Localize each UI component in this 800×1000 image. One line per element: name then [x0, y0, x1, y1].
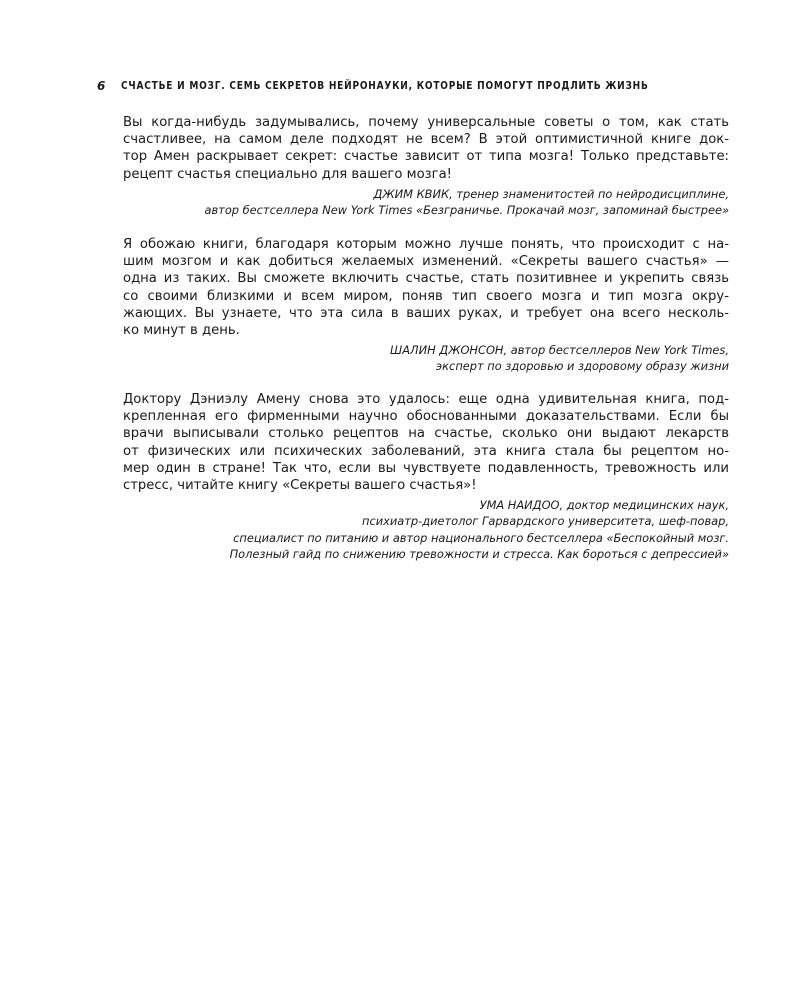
quote-text: [123, 236, 729, 339]
quote-line: врачи выписывали столько рецептов на счастье, сколько они выдают лекарств: [123, 426, 729, 442]
quote-line: шим мозгом и как добиться желаемых изменений. «Секреты вашего счастья» —: [123, 254, 729, 270]
quote-line: стресс, читайте книгу «Секреты вашего счастья»!: [123, 478, 477, 494]
attribution-line: ДЖИМ КВИК, тренер знаменитостей по нейродисциплине,: [373, 186, 729, 201]
blurb-quote-3: [123, 391, 729, 562]
quote-attribution: [123, 186, 729, 218]
quote-line: рецепт счастья специально для вашего мозга!: [123, 166, 452, 182]
quote-line: счастливее, на самом деле подходят не всем? В этой оптимистичной книге док-: [123, 132, 729, 148]
quote-line: мер один в стране! Так что, если вы чувствуете подавленность, тревожность или: [123, 460, 729, 476]
quote-text: [123, 114, 729, 183]
quote-line: со своими близкими и всем миром, поняв тип своего мозга и тип мозга окру-: [123, 288, 729, 304]
quote-line: ко минут в день.: [123, 323, 240, 339]
attribution-line: Полезный гайд по снижению тревожности и стресса. Как бороться с депрессией»: [229, 546, 729, 561]
quote-attribution: [123, 342, 729, 374]
quote-attribution: [123, 497, 729, 562]
quote-line: Вы когда-нибудь задумывались, почему универсальные советы о том, как стать: [123, 115, 729, 130]
attribution-line: ШАЛИН ДЖОНСОН, автор бестселлеров New York Times,: [390, 343, 729, 358]
blurb-quote-2: [123, 236, 729, 375]
attribution-line: психиатр-диетолог Гарвардского университета, шеф-повар,: [362, 514, 729, 529]
running-head-title: СЧАСТЬЕ И МОЗГ. СЕМЬ СЕКРЕТОВ НЕЙРОНАУКИ, КОТОРЫЕ ПОМОГУТ ПРОДЛИТЬ ЖИЗНЬ: [121, 80, 649, 92]
blurb-quote-1: [123, 114, 729, 218]
running-head: [97, 78, 737, 94]
quote-line: от физических или психических заболеваний, эта книга стала бы рецептом но-: [123, 443, 729, 459]
page-number: 6: [97, 79, 106, 93]
attribution-line: специалист по питанию и автор национального бестселлера «Беспокойный мозг.: [233, 530, 729, 545]
attribution-line: УМА НАИДОО, доктор медицинских наук,: [479, 498, 729, 513]
quote-line: одна из таких. Вы сможете включить счастье, стать позитивнее и укрепить связь: [123, 271, 729, 287]
attribution-line: эксперт по здоровью и здоровому образу жизни: [435, 359, 729, 374]
quote-line: тор Амен раскрывает секрет: счастье зависит от типа мозга! Только представьте:: [123, 149, 729, 165]
quote-line: крепленная его фирменными научно обоснованными доказательствами. Если бы: [123, 409, 729, 425]
quote-line: жающих. Вы узнаете, что эта сила в ваших руках, и требует она всего несколь-: [123, 305, 729, 321]
quote-line: Доктору Дэниэлу Амену снова это удалось: еще одна удивительная книга, под-: [123, 392, 729, 407]
attribution-line: автор бестселлера New York Times «Безграничье. Прокачай мозг, запоминай быстрее»: [204, 203, 729, 218]
quote-line: Я обожаю книги, благодаря которым можно лучше понять, что происходит с на-: [123, 237, 729, 252]
quote-text: [123, 391, 729, 494]
